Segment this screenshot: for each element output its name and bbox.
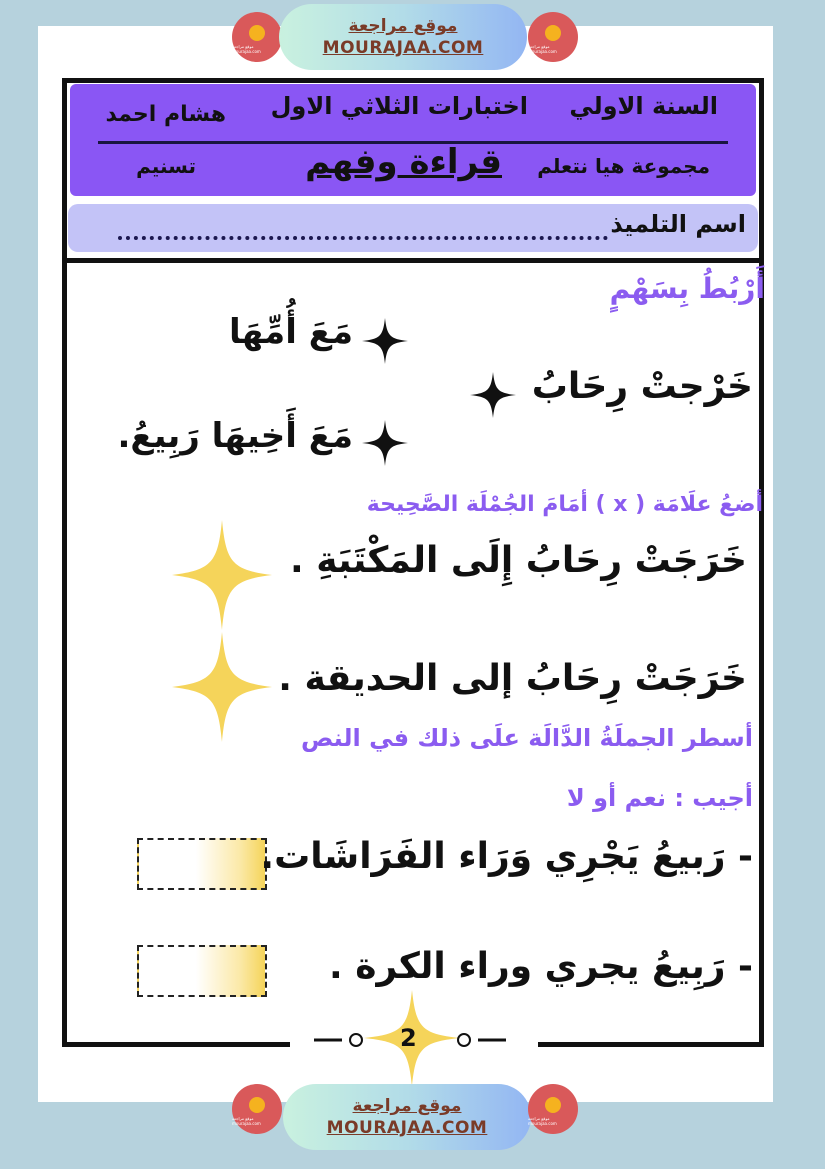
section-divider <box>62 258 764 263</box>
book-icon <box>249 1097 265 1113</box>
subject-title: قراءة وفهم <box>305 142 502 182</box>
page-number: 2 <box>400 1024 417 1052</box>
site-banner-bottom[interactable] <box>283 1084 531 1150</box>
author-name: هشام احمد <box>105 102 226 127</box>
match-dot-left-1[interactable] <box>362 318 408 364</box>
choice-star-2[interactable] <box>172 632 272 742</box>
book-icon <box>545 25 561 41</box>
frame-bottom-rule-right <box>538 1042 764 1047</box>
ornament-right-icon <box>454 1032 506 1048</box>
section1-title: أَرْبُطُ بِسَهْمٍ <box>609 272 765 305</box>
logo-caption: موقع مراجعة mourajaa.com <box>528 43 557 54</box>
student-name-label: اسم التلميذ <box>610 210 746 238</box>
choice-option-2: خَرَجَتْ رِحَابُ إلى الحديقة . <box>278 658 747 699</box>
match-left-item-2: مَعَ أَخِيهَا رَبِيعُ. <box>117 416 353 456</box>
banner-latin[interactable]: MOURAJAA.COM <box>322 38 484 58</box>
section2-title: أضعُ علَامَة ( x ) أمَامَ الجُمْلَة الصَّحِيحة <box>366 492 763 517</box>
section3-title: أسطر الجملَةُ الدَّالَة علَى ذلك في النص <box>300 724 753 752</box>
statement-1: - رَبيعُ يَجْرِي وَرَاء الفَرَاشَات. <box>260 836 753 877</box>
site-logo-top-left <box>232 12 282 62</box>
answer-box-2[interactable] <box>137 945 267 997</box>
banner-latin[interactable]: MOURAJAA.COM <box>326 1118 488 1138</box>
page-number-ornament <box>300 1010 520 1070</box>
banner-arabic[interactable]: موقع مراجعة <box>352 1096 462 1116</box>
group-name: مجموعة هيا نتعلم <box>537 154 710 178</box>
book-icon <box>545 1097 561 1113</box>
match-right-item: خَرْجتْ رِحَابُ <box>531 366 753 407</box>
answer-box-1[interactable] <box>137 838 267 890</box>
logo-caption: موقع مراجعة mourajaa.com <box>232 1115 261 1126</box>
grade-label: السنة الاولي <box>569 92 718 120</box>
match-dot-right[interactable] <box>470 372 516 418</box>
site-logo-bottom-left <box>232 1084 282 1134</box>
match-dot-left-2[interactable] <box>362 420 408 466</box>
match-left-item-1: مَعَ أُمِّهَا <box>228 312 353 352</box>
book-icon <box>249 25 265 41</box>
logo-caption: موقع مراجعة mourajaa.com <box>528 1115 557 1126</box>
choice-option-1: خَرَجَتْ رِحَابُ إِلَى المَكْتَبَةِ . <box>290 540 747 581</box>
exam-title: اختبارات الثلاثي الاول <box>270 92 528 120</box>
section4-title: أجيب : نعم أو لا <box>566 784 753 812</box>
banner-arabic[interactable]: موقع مراجعة <box>348 16 458 36</box>
site-logo-bottom-right <box>528 1084 578 1134</box>
choice-star-1[interactable] <box>172 520 272 630</box>
frame-bottom-rule-left <box>62 1042 290 1047</box>
logo-caption: موقع مراجعة mourajaa.com <box>232 43 261 54</box>
statement-2: - رَبِيعُ يجري وراء الكرة . <box>329 946 753 987</box>
worksheet-header <box>70 84 756 196</box>
site-logo-top-right <box>528 12 578 62</box>
coauthor-name: تسنيم <box>136 154 196 178</box>
site-banner-top[interactable] <box>279 4 527 70</box>
student-name-field[interactable] <box>118 222 608 240</box>
student-name-bar <box>68 204 758 252</box>
ornament-left-icon <box>314 1032 366 1048</box>
